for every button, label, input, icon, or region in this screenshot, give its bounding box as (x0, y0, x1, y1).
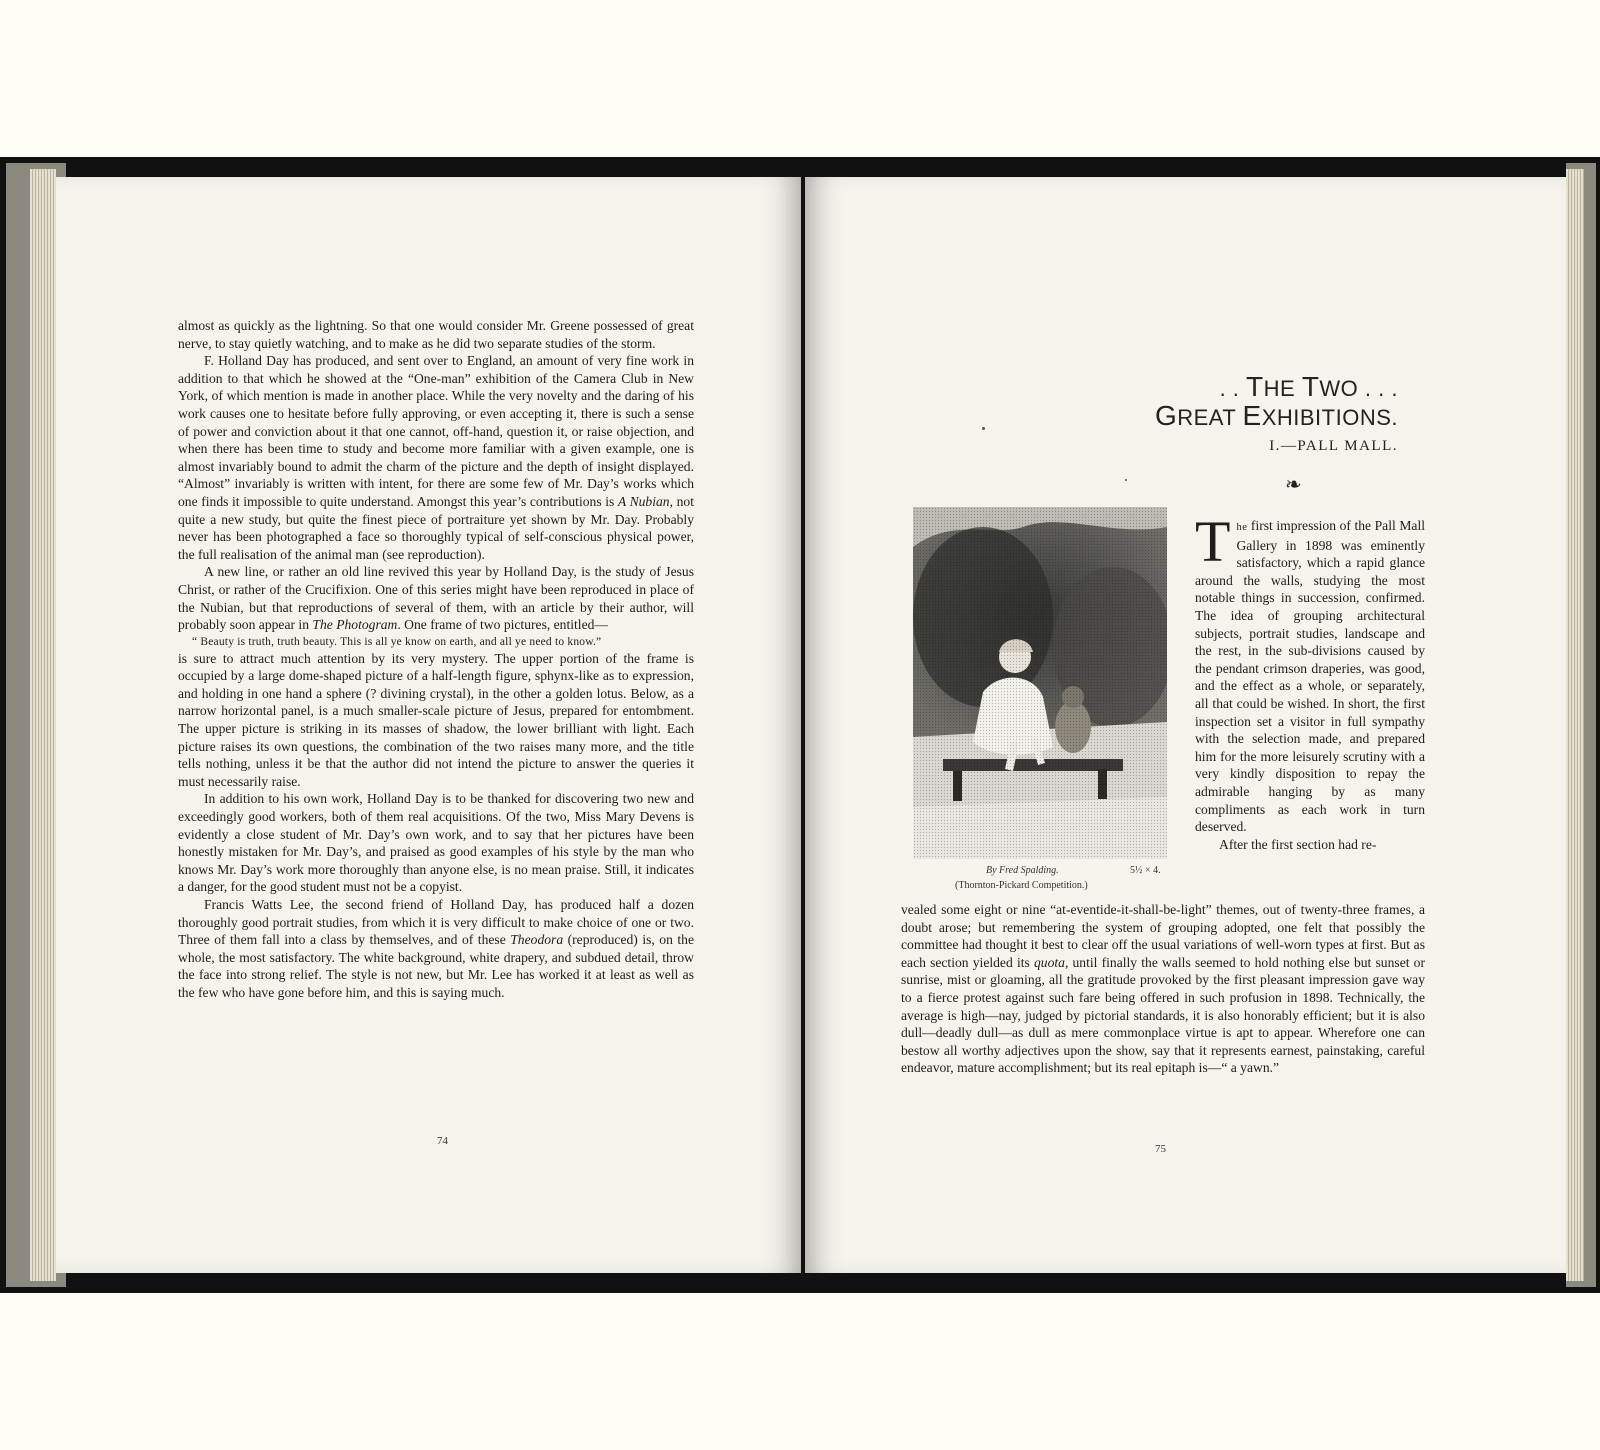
article-intro-column (1195, 509, 1425, 853)
paragraph-francis-watts-lee (178, 896, 694, 1002)
article-continuation (901, 901, 1425, 1077)
paragraph-text: A new line, or rather an old line revived this year by Holland Day, is the study of Jesus Christ, or rather of the Crucifixion. One of this series might have been reproduced in place of the Nubian, but that reproductions of several of them, with an article by their author, will probably soon appear in (178, 564, 694, 633)
title-word: XHIBITIONS. (1261, 405, 1398, 430)
paragraph-new-workers (178, 790, 694, 896)
paragraph-text: almost as quickly as the lightning. So that one would consider Mr. Greene possessed of great nerve, to stay quietly watching, and to make as he did two separate studies of the storm. (178, 318, 694, 351)
paragraph-mystery (178, 650, 694, 791)
title-word: WO (1319, 376, 1359, 401)
right-page (805, 177, 1566, 1273)
paragraph-greene (178, 317, 694, 352)
article-subtitle: I.—PALL MALL. (1269, 438, 1398, 454)
drop-cap: T (1195, 509, 1231, 574)
paragraph-text: first impression of the Pall Mall Gallery in 1898 was eminently satisfactory, which a rapid glance around the walls, studying the most notable things in succession, confirmed. The idea of grouping architectural subjects, portrait studies, landscape and the rest, in the sub-divisions caused by the pendant crimson draperies, was good, and the effect as a whole, or separately, all that could be wished. In short, the first inspection set a visitor in full sympathy with the selection made, and prepared him for the more leisurely scrutiny with a very kindly disposition to repay the admirable hanging by as many compliments as each work in turn deserved. (1195, 518, 1425, 835)
paragraph-text: After the first section had re- (1219, 836, 1377, 852)
paragraph-text-tail: , not quite a new study, but quite the finest piece of portraiture yet shown by Mr. Day. Probably never has been photographed a face so thoroughly typical of self-conscious physical power, the full realisation of the animal man (see reproduction). (178, 493, 694, 562)
paragraph-text-tail: , until finally the walls seemed to hold nothing else but sunset or sunrise, mist or gloaming, all the gratitude provoked by the first pleasant impression gave way to a fierce protest against such fare being offered in such profusion in 1898. Technically, the average is high—nay, judged by pictorial standards, it is also honorably efficient; but it is also dull—deadly dull—as dull as mere commonplace virtue is apt to appear. Wherefore one can bestow all worthy adjectives upon the show, say that it represents earnest, painstaking, careful endeavor, mature accomplishment; but its real epitaph is—“ a yawn.” (901, 954, 1425, 1076)
photo-caption-author (986, 865, 1059, 876)
title-cap: E (1242, 400, 1262, 431)
halftone-photograph (913, 507, 1167, 859)
small-caps-lead: he (1236, 522, 1248, 533)
paragraph-crucifixion (178, 563, 694, 633)
paragraph-text: is sure to attract much attention by its very mystery. The upper portion of the frame is occupied by a large dome-shaped picture of a half-length figure, sphynx-like as to expression, and holding in one hand a sphere (? divining crystal), in the other a golden lotus. Below, as a narrow horizontal panel, is a much smaller-scale picture of Jesus, prepared for entombment. The upper picture is striking in its masses of shadow, the lower brilliant with light. Each picture raises its own questions, the combination of the two raises many more, and the title tells nothing, unless it be that the author did not intend the picture to answer the queries it must necessarily raise. (178, 650, 694, 789)
paper-speck (982, 427, 985, 430)
page-number-left: 74 (437, 1135, 448, 1147)
article-title-line-1 (1220, 371, 1398, 403)
title-dots: . . . (1358, 376, 1398, 401)
paragraph-text: F. Holland Day has produced, and sent over to England, an amount of very fine work in addition to that which he showed at the “One-man” exhibition of the Camera Club in New York, of which mention is made in another place. While the very novelty and the daring of his work causes one to hesitate before fully approving, or even accepting it, there is such a sense of power and conviction about it that one cannot, off-hand, question it, or raise objection, and when there has been time to study and become more familiar with a given example, one is almost invariably bound to admit the charm of the picture and the depth of insight displayed. “Almost” invariably is written with intent, for there are some few of Mr. Day’s works which one finds it impossible to quite understand. Amongst this year’s contributions is (178, 353, 694, 509)
ornament-fleuron-icon: ❧ (1285, 474, 1302, 496)
title-word: HE (1263, 376, 1302, 401)
title-word: REAT (1177, 405, 1243, 430)
photo-caption-size: 5½ × 4. (1130, 865, 1161, 876)
left-page-edges (30, 169, 56, 1281)
paragraph-text-tail: (reproduced) is, on the whole, the most satisfactory. The white background, white drapery, and subdued detail, throw the face into strong relief. The style is not new, but Mr. Lee has worked it at least as well as the few who have gone before him, and this is saying much. (178, 932, 694, 1000)
open-book (0, 157, 1600, 1293)
paragraph-holland-day (178, 352, 694, 563)
article-title-line-2 (1155, 400, 1398, 432)
keats-quote: “ Beauty is truth, truth beauty. This is all ye know on earth, and all ye need to know.” (192, 635, 602, 648)
left-page-text (178, 317, 694, 1002)
right-page-edges (1566, 169, 1584, 1281)
title-cap: G (1154, 400, 1178, 431)
paragraph-first-impression (1195, 509, 1425, 836)
paragraph-text-tail: . One frame of two pictures, entitled— (397, 617, 609, 633)
photo-caption-competition: (Thornton-Pickard Competition.) (955, 880, 1088, 891)
left-page (56, 177, 801, 1273)
paragraph-text: Francis Watts Lee, the second friend of Holland Day, has produced half a dozen thoroughly good portrait studies, from which it is very difficult to make choice of one or two. Three of them fall into a class by themselves, and of these (178, 897, 694, 948)
title-the-photogram: The Photogram (312, 617, 398, 633)
title-cap: T (1301, 371, 1320, 402)
paper-speck (1125, 479, 1127, 481)
paragraph-continuation (901, 901, 1425, 1077)
italic-quota: quota (1033, 954, 1065, 970)
paragraph-after-first-section (1195, 836, 1425, 854)
page-number-right: 75 (1155, 1143, 1166, 1155)
title-dots: . . (1219, 376, 1247, 401)
photograph-girl-with-dog (913, 507, 1167, 859)
title-a-nubian: A Nubian (617, 493, 670, 509)
caption-author: By Fred Spalding. (986, 865, 1059, 876)
title-cap: T (1246, 371, 1264, 402)
paragraph-text: vealed some eight or nine “at-eventide-it-shall-be-light” themes, out of twenty-three frames, a doubt arose; but remembering the system of grouping adopted, one felt that possibly the committee had thought it best to clear off the usual variations of well-worn types at first. But as each section yielded its (901, 902, 1425, 970)
paragraph-text: In addition to his own work, Holland Day is to be thanked for discovering two new and exceedingly good workers, both of them real acquisitions. Of the two, Miss Mary Devens is evidently a close student of Mr. Day’s own work, and to say that her pictures have been honestly mistaken for Mr. Day’s, and praised as good examples of his style by the man who knows Mr. Day’s work more thoroughly than anyone else, is no mean praise. Still, it indicates a danger, for the good student must not be a copyist. (178, 791, 694, 895)
title-theodora: Theodora (510, 932, 564, 948)
